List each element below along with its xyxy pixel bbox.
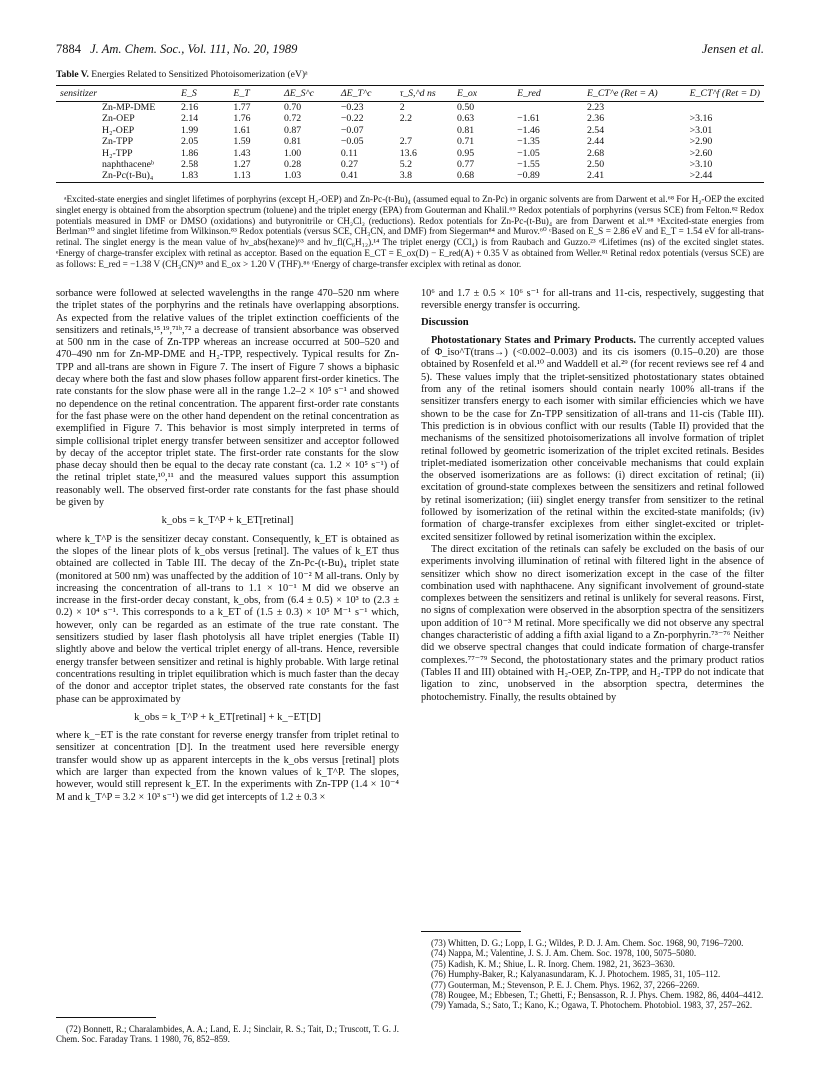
table-cell: 0.95 [456, 147, 475, 159]
table-cell: 1.76 [233, 113, 251, 125]
running-header [56, 42, 764, 60]
reference-78: (78) Rougee, M.; Ebbesen, T.; Ghetti, F.; Bensasson, R. J. Phys. Chem. 1982, 86, 4404–4412. [431, 990, 764, 1001]
reference-76: (76) Humphy-Baker, R.; Kalyanasundaram, K. J. Photochem. 1985, 31, 105–112. [431, 969, 721, 980]
table-cell: 1.61 [233, 124, 251, 136]
table-cell: 1.00 [283, 147, 302, 159]
col-header: τ_S,^d ns [396, 86, 453, 102]
col-header: E_red [513, 86, 583, 102]
table-row [56, 125, 764, 136]
table-cell: 0.28 [283, 159, 302, 171]
reference-73: (73) Whitten, D. G.; Lopp, I. G.; Wildes, P. D. J. Am. Chem. Soc. 1968, 90, 7196–7200. [431, 938, 744, 948]
table-cell: 0.81 [283, 136, 302, 148]
table-cell: −0.22 [340, 113, 364, 125]
table-cell: 2.54 [586, 124, 605, 136]
table-cell: −0.05 [340, 136, 364, 148]
left-column [56, 288, 399, 804]
table-cell: 0.68 [453, 170, 513, 182]
table-cell: 1.77 [233, 102, 251, 113]
reference-72: (72) Bonnett, R.; Charalambides, A. A.; Land, E. J.; Sinclair, R. S.; Tait, D.; Truscott, T. G. J. Chem. Soc. Faraday Trans. 1 1980, 76, 852–859. [56, 1024, 399, 1045]
table-header-row [56, 86, 764, 102]
table-cell: 0.11 [340, 147, 358, 159]
section-heading: Discussion [421, 316, 469, 328]
body-paragraph: 10⁶ and 1.7 ± 0.5 × 10⁶ s⁻¹ for all-trans and 11-cis, respectively, suggesting that reversible energy transfer is occurring. [421, 288, 764, 312]
table-cell: 13.6 [399, 147, 417, 159]
col-header: E_CT^f (Ret = D) [686, 86, 764, 102]
table-cell: >2.44 [686, 170, 764, 182]
table-cell: −0.89 [513, 170, 583, 182]
col-header: ΔE_T^c [337, 86, 396, 102]
table-cell: 1.27 [233, 159, 251, 171]
table-cell: 0.77 [456, 159, 475, 171]
table-cell [396, 125, 453, 136]
table-cell: 0.72 [283, 113, 302, 125]
table-row [56, 113, 764, 124]
table-cell: 0.70 [283, 102, 302, 113]
table-cell [686, 102, 764, 114]
table-cell: Zn-MP-DME [102, 102, 156, 113]
table-cell: 1.03 [280, 170, 337, 182]
body-paragraph [421, 335, 764, 544]
table-cell: H₂-TPP [102, 147, 133, 159]
table-cell: −0.07 [340, 124, 364, 136]
reference-79: (79) Yamada, S.; Sato, T.; Kano, K.; Ogawa, T. Photochem. Photobiol. 1983, 37, 257–262. [431, 1000, 753, 1011]
table-cell: 2.23 [586, 102, 605, 113]
body-paragraph: where k_T^P is the sensitizer decay constant. Consequently, k_ET is obtained as the slopes of the linear plots of k_obs versus [retinal]. The values of k_ET thus obtained are collected in Table III. The decay of the Zn-Pc-(t-Bu)₄ triplet state (monitored at 500 nm) was unaffected by the addition of 10⁻² M all-trans. Only by increasing the concentration of all-trans to 1.1 × 10⁻¹ M did we observe an increase in the first-order decay constant, k_obs, from (6.4 ± 0.5) × 10³ to (2.3 ± 0.2) × 10⁴ s⁻¹. This corresponds to a k_ET of (1.5 ± 0.3) × 10⁵ M⁻¹ s⁻¹ which, however, only can be regarded as an estimate of the true rate constant. The sensitizers studied by laser flash photolysis all have triplet energies (Table II) slightly above and below the vertical triplet energy of all-trans. Hence, reversible energy transfer between sensitizer and retinal is highly probable. With large retinal concentrations resulting in triplet equilibration which is much faster than the decay of the donor and acceptor triplet states, the observed rate constants for the fast phase can be approximated by [56, 533, 399, 705]
reference-74: (74) Nappa, M.; Valentine, J. S. J. Am. Chem. Soc. 1978, 100, 5075–5080. [431, 948, 697, 959]
table-cell: 2.16 [180, 102, 199, 113]
table-cell: naphthaceneᵇ [102, 159, 154, 171]
table-cell: 1.13 [229, 170, 280, 182]
table-cell: 0.87 [283, 124, 302, 136]
table-cell: Zn-TPP [102, 136, 134, 148]
right-footnotes [421, 938, 764, 1011]
table-cell: >2.90 [689, 136, 713, 148]
table-cell: >3.01 [689, 124, 713, 136]
table-row [56, 136, 764, 147]
table-title: Energies Related to Sensitized Photoisomerization (eV)ᵃ [91, 69, 308, 80]
table-cell: −1.05 [517, 147, 540, 159]
table-cell: 2 [399, 102, 405, 113]
body-paragraph: The direct excitation of the retinals can safely be excluded on the basis of our experiments involving illumination of retinal with filtered light in the absence of sensitizer which show no direct isomerization except in the case of the filter combination used with naphthacene. Any significant involvement of ground-state complexes between the sensitizers and retinal is unlikely for several reasons. First, no signs of complexation were observed in the absorption spectra of the sensitizers upon addition of 10⁻³ M retinal. More specifically we did not observe any spectral changes characteristic of adding a fifth axial ligand to a Zn-porphyrin.⁷³⁻⁷⁶ Neither did we observe spectral changes that could indicate formation of charge-transfer complexes.⁷⁷⁻⁷⁹ Second, the photostationary states and the primary product ratios (Tables II and III) obtained with H₂-OEP, Zn-TPP, and H₂-TPP do not indicate that ligation to zinc, unobserved in the absorption spectra, determines the photochemistry. Finally, the results obtained by [421, 543, 764, 703]
paragraph-text: The currently accepted values of Φ_iso^T(trans→) (<0.002–0.003) and its cis isomers (0.15–0.20) are those obtained by Rosenfeld et al.¹⁰ and Waddell et al.²⁹ (for recent reviews see ref 4 and 5). These values imply that the triplet-sensitized photostationary states obtained from any of the retinal isomers should contain nearly 100% all-trans if the sensitizer transfers energy to each isomer with similar efficiencies which we have shown to be the case for Zn-TPP sensitization of all-trans and 11-cis (Table III). This prediction is in obvious conflict with our results (Table II) provided that the mechanisms of the sensitized photoisomerizations all involve formation of triplet retinal followed by geometric isomerization of the triplet excited retinals. Besides triplet-mediated isomerization other conceivable mechanisms that could explain the observed isomerizations are as follows: (i) direct excitation of retinal; (ii) excitation of ground-state complexes between the sensitizers and retinal followed by retinal isomerization; (iii) singlet energy transfer from sensitizer to the retinal followed by isomerization of the retinal within the excited-state manifolds; (iv) formation of charge-transfer exciplexes from either singlet-excited or triplet-excited sensitizer followed by retinal isomerization within the exciplex. [421, 334, 765, 543]
journal-citation: J. Am. Chem. Soc., Vol. 111, No. 20, 1989 [90, 42, 298, 56]
runin-heading: Photostationary States and Primary Products. [431, 334, 636, 346]
table-cell: >2.60 [689, 147, 713, 159]
table-row [56, 102, 764, 114]
table-cell: 0.50 [456, 102, 475, 113]
table-cell: 2.41 [583, 170, 686, 182]
table-cell: 2.14 [180, 113, 199, 125]
table-cell: 2.68 [586, 147, 605, 159]
table-cell: 0.71 [456, 136, 475, 148]
table-row [56, 159, 764, 170]
energy-table [56, 85, 764, 183]
table-cell: −1.35 [517, 136, 540, 148]
col-header: E_T [229, 86, 280, 102]
table-cell: 0.63 [456, 113, 475, 125]
table-cell: Zn-Pc(t-Bu)₄ [56, 170, 177, 182]
table-cell: −1.61 [517, 113, 540, 125]
table-cell: 1.99 [180, 124, 199, 136]
table-cell: >3.16 [689, 113, 713, 125]
table-caption [56, 69, 764, 80]
body-paragraph: where k_−ET is the rate constant for reverse energy transfer from triplet retinal to sensitizer at concentration [D]. In the treatment used here reversible energy transfer would show up as apparent intercepts in the k_obs versus [retinal] plots which are larger than expected from the known values of k_T^P. The slopes, however, would still represent k_ET. In the experiments with Zn-TPP (1.4 × 10⁻⁴ M and k_T^P = 3.2 × 10³ s⁻¹) we did get intercepts of 1.2 ± 0.3 × [56, 730, 399, 803]
table-cell: 1.59 [233, 136, 251, 148]
table-cell: Zn-OEP [102, 113, 135, 125]
table-cell: 3.8 [396, 170, 453, 182]
col-header: E_ox [453, 86, 513, 102]
footnote-rule [421, 931, 521, 932]
header-authors: Jensen et al. [701, 42, 764, 56]
reference-77: (77) Gouterman, M.; Stevenson, P. E. J. Chem. Phys. 1962, 37, 2266–2269. [431, 979, 700, 990]
table-cell: 0.81 [456, 124, 475, 136]
table-cell: H₂-OEP [102, 124, 135, 136]
table-footnotes: ᵃExcited-state energies and singlet lifetimes of porphyrins (except H₂-OEP) and Zn-Pc-(t-Bu)₄ (assumed equal to Zn-Pc) in organic solvents are from Darwent et al.⁶⁸ For H₂-OEP the excited singlet energy is obtained from the absorption spectrum (toluene) and the triplet energy (EPA) from Gouterman and Khalil.⁶⁹ Redox potentials of porphyrins (versus SCE) from Felton.⁸² Redox potentials measured in DMF or DMSO (oxidations) and butyronitrile or CH₂Cl₂ (reductions). Redox potentials for Zn-Pc-(t-Bu)₄ are from Darwent et al.⁶⁸ ᵇExcited-state energies from Berlman⁷⁰ and singlet lifetime from Wilkinson.⁸³ Redox potentials (versus SCE, CH₃CN, and DMF) from Siegerman⁸⁴ and Murov.⁶⁰ ᶜBased on E_S = 2.86 eV and E_T = 1.54 eV for all-trans-retinal. The singlet energy is the mean value of hν_abs(hexane)⁶³ and hν_fl(C₆H₁₂).¹⁴ The triplet energy (CCl₄) is from Raubach and Guzzo.²³ ᵈLifetimes (ns) of the excited singlet states. ᵉEnergy of charge-transfer exciplex with retinal as acceptor. Based on the equation E_CT = E_ox(D) − E_red(A) + 0.35 V as obtained from Weller.⁸¹ Retinal redox potentials (versus SCE) are as follows: E_red = −1.38 V (CH₃CN)⁸⁵ and E_ox > 1.20 V (THF).⁸⁶ ᶠEnergy of charge-transfer exciplex with retinal as donor. [56, 194, 764, 269]
table-cell: >3.10 [689, 159, 713, 171]
table-row [56, 148, 764, 159]
table-cell: 2.7 [399, 136, 412, 148]
table-cell [513, 102, 583, 114]
body-paragraph: sorbance were followed at selected wavelengths in the range 470–520 nm where the triplet states of the porphyrins and the retinals have overlapping absorptions. As expected from the relative values of the triplet extinction coefficients of the sensitizers and retinals,¹⁵,¹⁹,⁷¹ᵇ,⁷² a decrease of transient absorbance was observed at 500 nm in the case of Zn-TPP whereas an increase occurred at 500–520 and 470–490 nm for Zn-MP-DME and H₂-TPP, respectively. Typical results for Zn-TPP and all-trans are shown in Figure 7. The insert of Figure 7 shows a biphasic decay where both the fast and slow phases follow apparent first-order kinetics. The rate constants for the slow phase were all in the range 1.2–2 × 10⁵ s⁻¹ and showed no dependence on the retinal concentration. The apparent first-order rate constants for the fast phase were on the other hand dependent on the retinal concentration as exemplified in Figure 7. This behavior is most simply interpreted in terms of simple collisional triplet energy transfer between sensitizer and acceptor followed by decay of the acceptor triplet state. The first-order rate constants for the slow phase decay should then be equal to the decay rate constant (ca. 1.2 × 10⁵ s⁻¹) of the retinal triplet state,¹⁰,¹¹ and the measured values support this assumption reasonably well. The observed first-order rate constants for the fast phase should be given by [56, 288, 399, 509]
col-header: E_S [177, 86, 229, 102]
table-label: Table V. [56, 69, 89, 80]
equation-kobs-reversible: k_obs = k_T^P + k_ET[retinal] + k_−ET[D] [134, 711, 321, 723]
col-header: ΔE_S^c [280, 86, 337, 102]
table-cell: 2.05 [180, 136, 199, 148]
reference-75: (75) Kadish, K. M.; Shiue, L. R. Inorg. Chem. 1982, 21, 3623–3630. [431, 958, 675, 969]
table-row [56, 170, 764, 182]
table-cell: −0.23 [340, 102, 364, 113]
table-cell: 0.41 [337, 170, 396, 182]
table-cell: 2.50 [586, 159, 605, 171]
footnote-rule [56, 1017, 156, 1018]
header-left [56, 42, 297, 57]
equation-kobs: k_obs = k_T^P + k_ET[retinal] [161, 515, 294, 527]
table-cell: 2.36 [586, 113, 605, 125]
table-cell: −1.46 [517, 124, 540, 136]
col-header: sensitizer [56, 86, 177, 102]
left-footnotes [56, 1024, 399, 1045]
table-cell: 1.43 [233, 147, 251, 159]
table-cell: 1.86 [180, 147, 199, 159]
table-cell: 0.27 [340, 159, 359, 171]
table-cell: 1.83 [177, 170, 229, 182]
table-cell: 5.2 [399, 159, 412, 171]
table-cell: 2.44 [586, 136, 605, 148]
table-cell: 2.58 [180, 159, 199, 171]
table-cell: −1.55 [517, 159, 540, 171]
col-header: E_CT^e (Ret = A) [583, 86, 686, 102]
right-column [421, 288, 764, 704]
table-cell: 2.2 [399, 113, 412, 125]
page-number: 7884 [56, 42, 81, 56]
